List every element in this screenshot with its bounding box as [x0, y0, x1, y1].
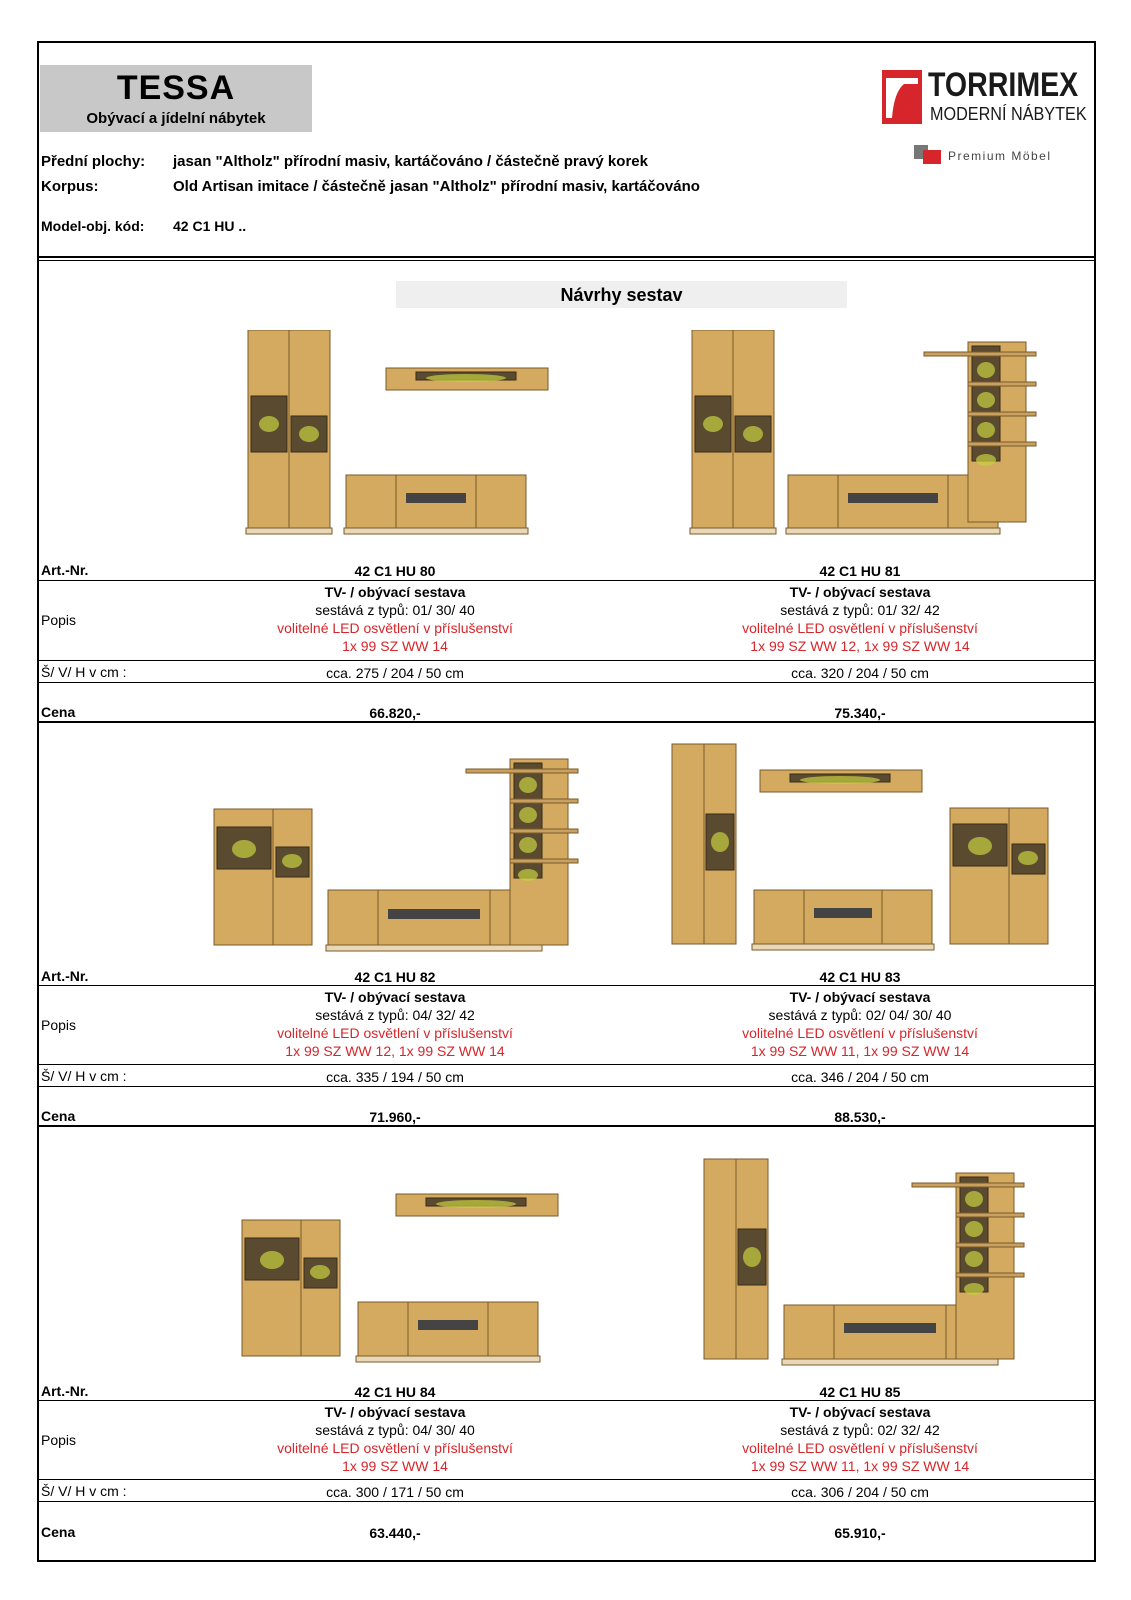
page-title: TESSA [116, 69, 236, 107]
composition-82: sestává z typů: 04/ 32/ 42 [315, 1007, 475, 1023]
led-code-84: 1x 99 SZ WW 14 [342, 1458, 448, 1474]
desc-label-3: Popis [41, 1432, 77, 1448]
led-83: volitelné LED osvětlení v příslušenství [742, 1025, 978, 1041]
desc-label-1: Popis [41, 612, 77, 628]
art-83: 42 C1 HU 83 [819, 969, 901, 985]
row-line [39, 985, 1094, 986]
price-81: 75.340,- [834, 705, 886, 721]
body-value: Old Artisan imitace / částečně jasan "Altholz" přírodní masiv, kartáčováno [173, 178, 700, 195]
brand-name: TORRIMEX [928, 66, 1079, 104]
type-83: TV- / obývací sestava [789, 989, 931, 1005]
composition-85: sestává z typů: 02/ 32/ 42 [780, 1422, 940, 1438]
row-line [39, 1064, 1094, 1065]
section-title: Návrhy sestav [396, 281, 847, 308]
desc-80 [240, 583, 550, 655]
premium-text: Premium Möbel [948, 149, 1052, 163]
desc-84 [240, 1403, 550, 1475]
product-image-81 [688, 330, 1048, 540]
header-divider [37, 256, 1096, 258]
price-label-1: Cena [41, 704, 76, 720]
desc-85 [705, 1403, 1015, 1475]
led-84: volitelné LED osvětlení v příslušenství [277, 1440, 513, 1456]
art-label-1: Art.-Nr. [41, 562, 89, 578]
row-line [39, 580, 1094, 581]
price-85: 65.910,- [834, 1525, 886, 1541]
dims-81: cca. 320 / 204 / 50 cm [791, 665, 929, 681]
dims-82: cca. 335 / 194 / 50 cm [326, 1069, 464, 1085]
desc-82 [240, 988, 550, 1060]
row-line [39, 1479, 1094, 1480]
front-label: Přední plochy: [41, 153, 146, 170]
dims-80: cca. 275 / 204 / 50 cm [326, 665, 464, 681]
type-80: TV- / obývací sestava [324, 584, 466, 600]
desc-83 [705, 988, 1015, 1060]
led-code-83: 1x 99 SZ WW 11, 1x 99 SZ WW 14 [750, 1043, 970, 1059]
art-80: 42 C1 HU 80 [354, 563, 436, 579]
premium-badge [914, 145, 1094, 165]
art-84: 42 C1 HU 84 [354, 1384, 436, 1400]
block-divider [37, 1125, 1096, 1127]
row-line [39, 1086, 1094, 1087]
dims-85: cca. 306 / 204 / 50 cm [791, 1484, 929, 1500]
body-label: Korpus: [41, 178, 99, 195]
led-code-82: 1x 99 SZ WW 12, 1x 99 SZ WW 14 [285, 1043, 505, 1059]
dims-84: cca. 300 / 171 / 50 cm [326, 1484, 464, 1500]
product-image-80 [240, 330, 550, 540]
torrimex-mark-icon [882, 70, 922, 124]
led-80: volitelné LED osvětlení v příslušenství [277, 620, 513, 636]
dims-83: cca. 346 / 204 / 50 cm [791, 1069, 929, 1085]
premium-square-red-icon [923, 150, 941, 164]
product-image-85 [700, 1155, 1050, 1370]
page-subtitle: Obývací a jídelní nábytek [86, 110, 266, 127]
led-code-81: 1x 99 SZ WW 12, 1x 99 SZ WW 14 [750, 638, 970, 654]
composition-81: sestává z typů: 01/ 32/ 42 [780, 602, 940, 618]
product-image-82 [210, 755, 585, 955]
led-code-85: 1x 99 SZ WW 11, 1x 99 SZ WW 14 [750, 1458, 970, 1474]
price-82: 71.960,- [369, 1109, 421, 1125]
brand-tagline: MODERNÍ NÁBYTEK [930, 104, 1087, 124]
desc-label-2: Popis [41, 1017, 77, 1033]
desc-81 [705, 583, 1015, 655]
composition-84: sestává z typů: 04/ 30/ 40 [315, 1422, 475, 1438]
led-code-80: 1x 99 SZ WW 14 [342, 638, 448, 654]
dims-label-2: Š/ V/ H v cm : [41, 1068, 127, 1084]
composition-83: sestává z typů: 02/ 04/ 30/ 40 [768, 1007, 952, 1023]
torrimex-logo [882, 66, 1087, 130]
price-83: 88.530,- [834, 1109, 886, 1125]
type-84: TV- / obývací sestava [324, 1404, 466, 1420]
front-value: jasan "Altholz" přírodní masiv, kartáčováno / částečně pravý korek [173, 153, 648, 170]
composition-80: sestává z typů: 01/ 30/ 40 [315, 602, 475, 618]
row-line [39, 682, 1094, 683]
row-line [39, 660, 1094, 661]
code-label: Model-obj. kód: [41, 218, 145, 234]
code-value: 42 C1 HU .. [173, 218, 247, 234]
product-image-83 [664, 740, 1064, 955]
dims-label-3: Š/ V/ H v cm : [41, 1483, 127, 1499]
product-image-84 [238, 1190, 568, 1370]
type-81: TV- / obývací sestava [789, 584, 931, 600]
row-line [39, 1400, 1094, 1401]
block-divider [37, 721, 1096, 723]
art-label-2: Art.-Nr. [41, 968, 89, 984]
art-82: 42 C1 HU 82 [354, 969, 436, 985]
art-81: 42 C1 HU 81 [819, 563, 901, 579]
price-label-3: Cena [41, 1524, 76, 1540]
type-85: TV- / obývací sestava [789, 1404, 931, 1420]
type-82: TV- / obývací sestava [324, 989, 466, 1005]
price-label-2: Cena [41, 1108, 76, 1124]
row-line [39, 1501, 1094, 1502]
header-divider-thin [37, 260, 1096, 261]
title-box [40, 65, 312, 132]
price-80: 66.820,- [369, 705, 421, 721]
dims-label-1: Š/ V/ H v cm : [41, 664, 127, 680]
led-81: volitelné LED osvětlení v příslušenství [742, 620, 978, 636]
art-label-3: Art.-Nr. [41, 1383, 89, 1399]
led-85: volitelné LED osvětlení v příslušenství [742, 1440, 978, 1456]
art-85: 42 C1 HU 85 [819, 1384, 901, 1400]
price-84: 63.440,- [369, 1525, 421, 1541]
led-82: volitelné LED osvětlení v příslušenství [277, 1025, 513, 1041]
